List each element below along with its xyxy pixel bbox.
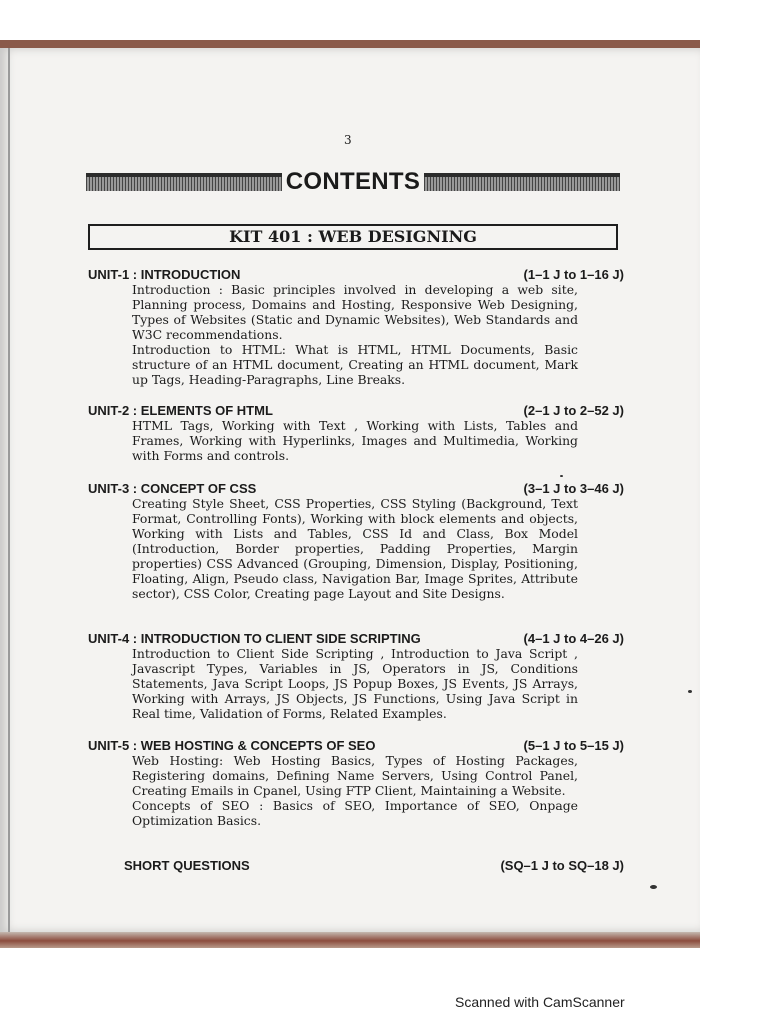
unit-paragraph: Introduction to HTML: What is HTML, HTML Documents, Basic structure of an HTML document, Creating an HTML document, Mark up Tags, Heading-Paragraphs, Line Breaks.	[132, 342, 578, 387]
unit-title: UNIT-5 : WEB HOSTING & CONCEPTS OF SEO	[88, 738, 376, 753]
camscanner-watermark: Scanned with CamScanner	[455, 994, 625, 1010]
unit-header	[88, 481, 624, 496]
unit-page-range: (5–1 J to 5–15 J)	[523, 738, 624, 753]
unit-header	[88, 738, 624, 753]
unit-paragraph: Creating Style Sheet, CSS Properties, CSS Styling (Background, Text Format, Controlling Fonts), Working with block elements and objects, Working with Lists and Tables, CSS Id and Class, Box Model (Introduction, Border properties, Padding Properties, Margin properties) CSS Advanced (Grouping, Dimension, Display, Positioning, Floating, Align, Pseudo class, Navigation Bar, Image Sprites, Attribute sector), CSS Color, Creating page Layout and Site Designs.	[132, 496, 578, 601]
scan-speck	[560, 475, 563, 477]
page-top-edge	[0, 40, 700, 48]
scan-margin	[0, 948, 768, 1024]
unit-section	[88, 481, 624, 601]
unit-section	[88, 403, 624, 463]
unit-description	[132, 418, 578, 463]
unit-section	[88, 631, 624, 721]
unit-description	[132, 753, 578, 828]
unit-paragraph: HTML Tags, Working with Text , Working with Lists, Tables and Frames, Working with Hyperlinks, Images and Multimedia, Working with Forms and controls.	[132, 418, 578, 463]
contents-header	[86, 168, 620, 196]
unit-paragraph: Concepts of SEO : Basics of SEO, Importance of SEO, Onpage Optimization Basics.	[132, 798, 578, 828]
short-questions-label: SHORT QUESTIONS	[124, 858, 250, 873]
unit-paragraph: Introduction : Basic principles involved in developing a web site, Planning process, Domains and Hosting, Responsive Web Designing, Types of Websites (Static and Dynamic Websites), Web Standards and W3C recommendations.	[132, 282, 578, 342]
unit-page-range: (3–1 J to 3–46 J)	[523, 481, 624, 496]
unit-title: UNIT-1 : INTRODUCTION	[88, 267, 241, 282]
unit-section	[88, 738, 624, 828]
page-bottom-edge	[0, 932, 700, 948]
unit-header	[88, 267, 624, 282]
scan-speck	[650, 885, 657, 889]
decorative-bar-left	[86, 173, 282, 191]
unit-description	[132, 646, 578, 721]
book-spine-shadow	[8, 48, 10, 932]
decorative-bar-right	[424, 173, 620, 191]
short-questions-row	[124, 858, 624, 873]
unit-section	[88, 267, 624, 387]
subject-title-box: KIT 401 : WEB DESIGNING	[88, 224, 618, 250]
unit-header	[88, 631, 624, 646]
unit-paragraph: Web Hosting: Web Hosting Basics, Types of Hosting Packages, Registering domains, Defining Name Servers, Using Control Panel, Creating Emails in Cpanel, Using FTP Client, Maintaining a Website.	[132, 753, 578, 798]
short-questions-page-range: (SQ–1 J to SQ–18 J)	[500, 858, 624, 873]
scan-speck	[688, 690, 692, 693]
unit-description	[132, 282, 578, 387]
unit-page-range: (2–1 J to 2–52 J)	[523, 403, 624, 418]
unit-page-range: (4–1 J to 4–26 J)	[523, 631, 624, 646]
unit-title: UNIT-4 : INTRODUCTION TO CLIENT SIDE SCRIPTING	[88, 631, 421, 646]
unit-header	[88, 403, 624, 418]
page-number: 3	[344, 133, 352, 147]
unit-paragraph: Introduction to Client Side Scripting , Introduction to Java Script , Javascript Types, Variables in JS, Operators in JS, Conditions Statements, Java Script Loops, JS Popup Boxes, JS Events, JS Arrays, Working with Arrays, JS Objects, JS Functions, Using Java Script in Real time, Validation of Forms, Related Examples.	[132, 646, 578, 721]
unit-title: UNIT-2 : ELEMENTS OF HTML	[88, 403, 273, 418]
unit-page-range: (1–1 J to 1–16 J)	[523, 267, 624, 282]
contents-title: CONTENTS	[285, 168, 421, 195]
unit-description	[132, 496, 578, 601]
unit-title: UNIT-3 : CONCEPT OF CSS	[88, 481, 257, 496]
